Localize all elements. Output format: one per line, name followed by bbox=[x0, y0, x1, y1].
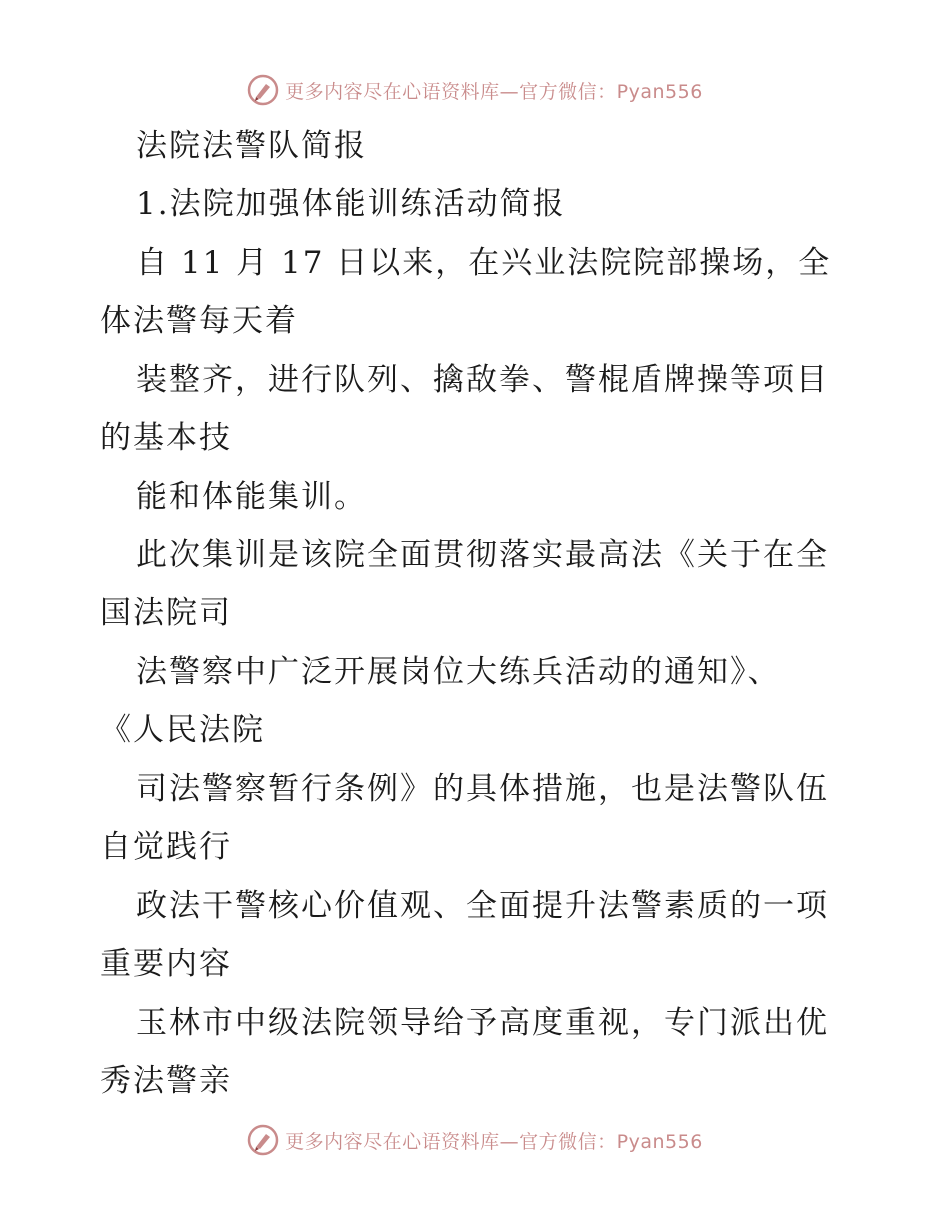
section-heading: 1.法院加强体能训练活动简报 bbox=[136, 186, 566, 222]
doc-title: 法院法警队简报 bbox=[136, 128, 367, 164]
paragraph-line: 玉林市中级法院领导给予高度重视，专门派出优 bbox=[136, 1005, 829, 1041]
paragraph-line: 国法院司 bbox=[100, 595, 232, 631]
header-watermark bbox=[0, 70, 950, 110]
paragraph-line: 能和体能集训。 bbox=[136, 479, 367, 515]
paragraph-line: 自觉践行 bbox=[100, 829, 232, 865]
paragraph-line: 的基本技 bbox=[100, 420, 232, 456]
footer-watermark bbox=[0, 1120, 950, 1160]
paragraph-line: 司法警察暂行条例》的具体措施，也是法警队伍 bbox=[136, 771, 829, 807]
paragraph-line: 装整齐，进行队列、擒敌拳、警棍盾牌操等项目 bbox=[136, 362, 829, 398]
paragraph-line: 政法干警核心价值观、全面提升法警素质的一项 bbox=[136, 888, 829, 924]
paragraph-line: 秀法警亲 bbox=[100, 1063, 232, 1099]
paragraph-line: 法警察中广泛开展岗位大练兵活动的通知》、 bbox=[136, 654, 781, 690]
paragraph-line: 体法警每天着 bbox=[100, 303, 298, 339]
paragraph-line: 《人民法院 bbox=[100, 712, 265, 748]
paragraph-line: 重要内容 bbox=[100, 946, 232, 982]
paragraph-line: 自 11 月 17 日以来，在兴业法院院部操场，全 bbox=[136, 245, 832, 281]
pen-logo-icon bbox=[247, 74, 279, 106]
watermark-text: 更多内容尽在心语资料库—官方微信：Pyan556 bbox=[285, 80, 703, 103]
paragraph-line: 此次集训是该院全面贯彻落实最高法《关于在全 bbox=[136, 537, 829, 573]
watermark-text: 更多内容尽在心语资料库—官方微信：Pyan556 bbox=[285, 1130, 703, 1153]
pen-logo-icon bbox=[247, 1124, 279, 1156]
